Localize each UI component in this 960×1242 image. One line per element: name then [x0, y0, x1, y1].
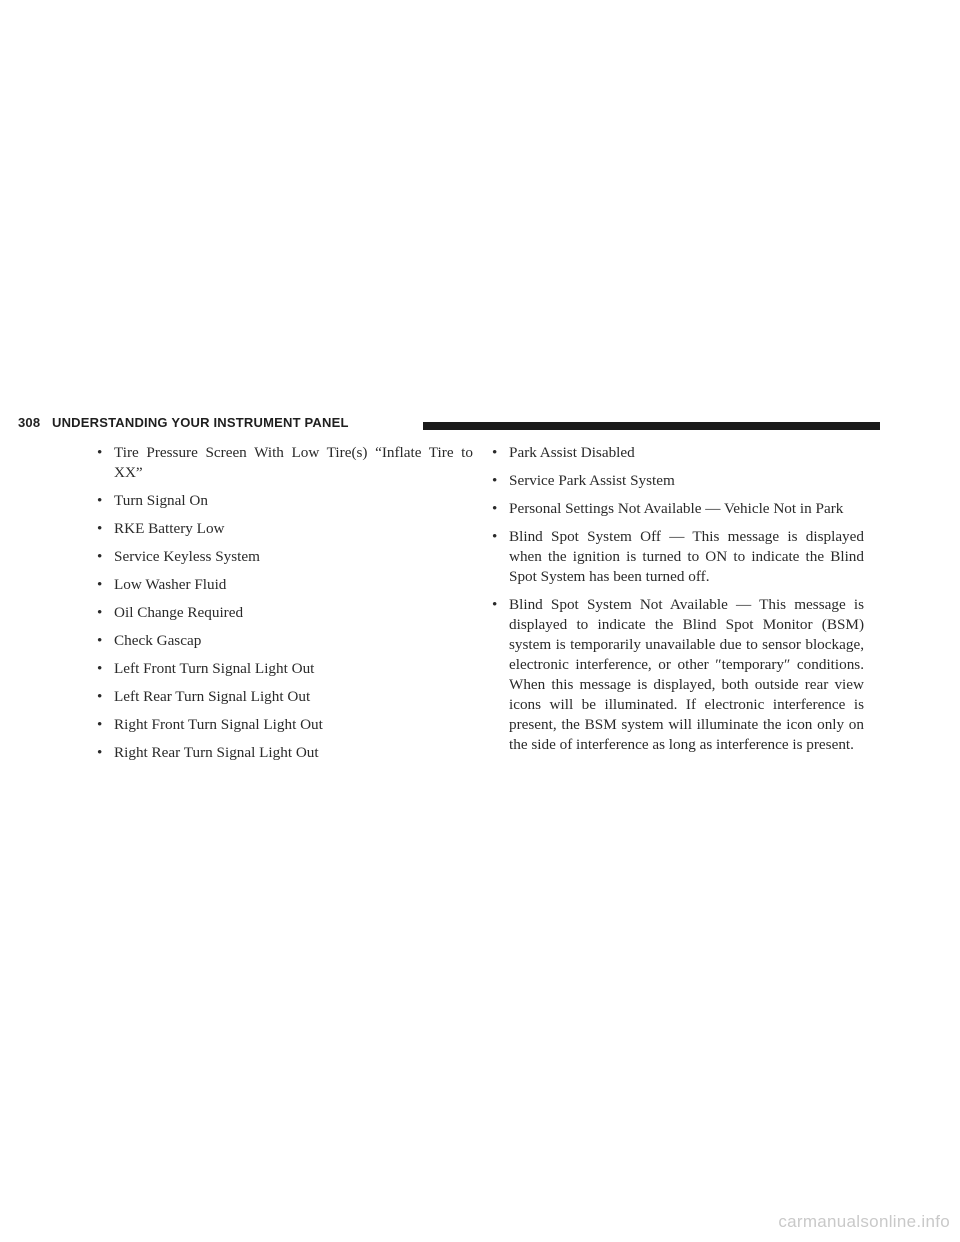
bullet: • — [97, 716, 103, 733]
list-item-text: RKE Battery Low — [114, 520, 225, 537]
page-header — [18, 412, 862, 432]
list-item-text: Service Park Assist System — [509, 472, 675, 489]
bullet: • — [492, 444, 498, 461]
list-item — [97, 575, 473, 595]
bullet: • — [97, 688, 103, 705]
watermark: carmanualsonline.info — [778, 1212, 950, 1231]
list-item-text: Personal Settings Not Available — Vehicle Not in Park — [509, 500, 844, 517]
bullet: • — [97, 604, 103, 621]
bullet: • — [97, 520, 103, 537]
list-item — [97, 659, 473, 679]
page-number: 308 — [18, 415, 41, 430]
list-item-text: Service Keyless System — [114, 548, 260, 565]
header-rule — [423, 422, 880, 430]
list-item-text: Turn Signal On — [114, 492, 208, 509]
section-title: UNDERSTANDING YOUR INSTRUMENT PANEL — [52, 415, 349, 430]
bullet: • — [492, 472, 498, 489]
bullet: • — [97, 444, 103, 461]
bullet: • — [97, 492, 103, 509]
list-item — [97, 547, 473, 567]
bullet: • — [97, 660, 103, 677]
list-item-text: Left Front Turn Signal Light Out — [114, 660, 315, 677]
bullet: • — [97, 744, 103, 761]
list-item — [97, 491, 473, 511]
list-item-text: Tire Pressure Screen With Low Tire(s) “Inflate Tire to XX” — [114, 444, 473, 481]
list-item — [492, 443, 864, 463]
list-item — [492, 527, 864, 587]
bullet: • — [492, 528, 498, 545]
list-item-text: Right Rear Turn Signal Light Out — [114, 744, 319, 761]
list-item-text: Blind Spot System Not Available — This message is displayed to indicate the Blind Spot Monitor (BSM) system is temporarily unavailable due to sensor blockage, electronic interference, or other ″temporary″ conditions. When this message is displayed, both outside rear view icons will be illuminated. If electronic interference is present, the BSM system will illuminate the icon only on the side of interference as long as interference is present. — [509, 596, 864, 753]
bullet: • — [97, 548, 103, 565]
bullet: • — [97, 576, 103, 593]
list-item — [97, 687, 473, 707]
bullet: • — [492, 500, 498, 517]
list-item — [492, 471, 864, 491]
list-item — [97, 631, 473, 651]
list-item — [97, 443, 473, 483]
left-column-list — [97, 443, 473, 771]
list-item — [97, 519, 473, 539]
list-item-text: Blind Spot System Off — This message is displayed when the ignition is turned to ON to indicate the Blind Spot System has been turned off. — [509, 528, 864, 585]
list-item-text: Oil Change Required — [114, 604, 244, 621]
list-item — [97, 715, 473, 735]
list-item — [492, 499, 864, 519]
list-item — [97, 603, 473, 623]
bullet: • — [97, 632, 103, 649]
list-item-text: Low Washer Fluid — [114, 576, 227, 593]
list-item-text: Left Rear Turn Signal Light Out — [114, 688, 311, 705]
list-item-text: Right Front Turn Signal Light Out — [114, 716, 323, 733]
right-column-list — [492, 443, 864, 763]
list-item — [492, 595, 864, 755]
list-item — [97, 743, 473, 763]
list-item-text: Park Assist Disabled — [509, 444, 635, 461]
bullet: • — [492, 596, 498, 613]
list-item-text: Check Gascap — [114, 632, 202, 649]
